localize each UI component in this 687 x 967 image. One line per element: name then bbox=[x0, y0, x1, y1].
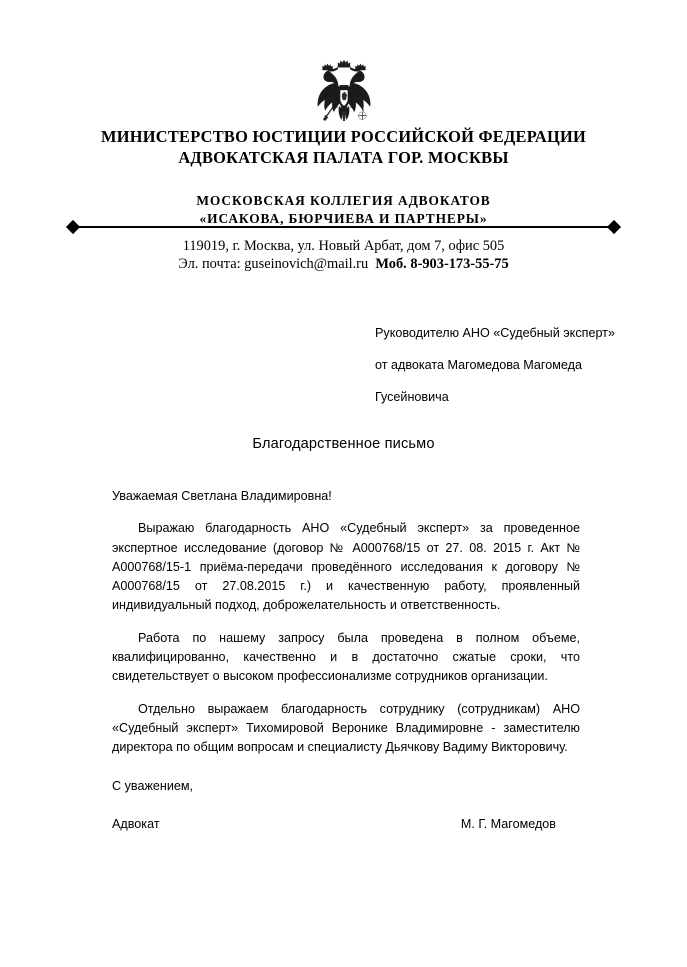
addressee-sender-line1: от адвоката Магомедова Магомеда bbox=[375, 358, 582, 372]
letterhead bbox=[0, 126, 687, 168]
contact-phone-label: Моб. bbox=[375, 256, 407, 272]
divider-bar bbox=[75, 226, 612, 228]
addressee-recipient: Руководителю АНО «Судебный эксперт» bbox=[375, 326, 615, 340]
contact-email-value[interactable]: guseinovich@mail.ru bbox=[244, 256, 369, 272]
signature-block bbox=[112, 778, 580, 832]
addressee-block bbox=[375, 326, 675, 405]
contact-email-phone bbox=[0, 255, 687, 273]
contact-email-label: Эл. почта: bbox=[178, 256, 241, 272]
signature-row bbox=[112, 816, 580, 832]
contact-address: 119019, г. Москва, ул. Новый Арбат, дом 7, офис 505 bbox=[182, 238, 505, 254]
letter-body bbox=[112, 487, 580, 758]
body-paragraph-3: Отдельно выражаем благодарность сотруднику (сотрудникам) АНО «Судебный эксперт» Тихомировой Веронике Владимировне - заместителю директора по общим вопросам и специалисту Дьячкову Вадиму Викторовичу. bbox=[112, 701, 580, 755]
firm-name-line1: МОСКОВСКАЯ КОЛЛЕГИЯ АДВОКАТОВ bbox=[196, 193, 491, 208]
body-paragraph-2: Работа по нашему запросу была проведена в полном объеме, квалифицированно, качественно и в достаточно сжатые сроки, что свидетельствует о высоком профессионализме сотрудников организации. bbox=[112, 630, 580, 684]
letterhead-bar-association: АДВОКАТСКАЯ ПАЛАТА ГОР. МОСКВЫ bbox=[178, 148, 509, 167]
body-paragraph-1: Выражаю благодарность АНО «Судебный эксперт» за проведенное экспертное исследование (договор № А000768/15 от 27. 08. 2015 г. Акт № А000768/15-1 приёма-передачи проведённого исследования к договору № А000768/15 от 27.08.2015 г.) и качественную работу, проявленный индивидуальный подход, доброжелательность и ответственность. bbox=[112, 521, 580, 613]
contact-details bbox=[0, 237, 687, 273]
firm-name-line2: «ИСАКОВА, БЮРЧИЕВА И ПАРТНЕРЫ» bbox=[199, 211, 488, 226]
document-title: Благодарственное письмо bbox=[252, 436, 435, 452]
header-divider-rule bbox=[68, 220, 619, 234]
signature-name: М. Г. Магомедов bbox=[460, 817, 556, 831]
divider-diamond-right bbox=[607, 220, 621, 234]
contact-phone-value[interactable]: 8-903-173-55-75 bbox=[410, 256, 509, 272]
signature-regards: С уважением, bbox=[112, 779, 194, 793]
coat-of-arms-emblem bbox=[0, 58, 687, 129]
signature-role: Адвокат bbox=[112, 817, 160, 831]
salutation: Уважаемая Светлана Владимировна! bbox=[112, 489, 332, 503]
letterhead-ministry: МИНИСТЕРСТВО ЮСТИЦИИ РОССИЙСКОЙ ФЕДЕРАЦИИ bbox=[101, 127, 586, 146]
addressee-sender-line2: Гусейновича bbox=[375, 390, 449, 404]
